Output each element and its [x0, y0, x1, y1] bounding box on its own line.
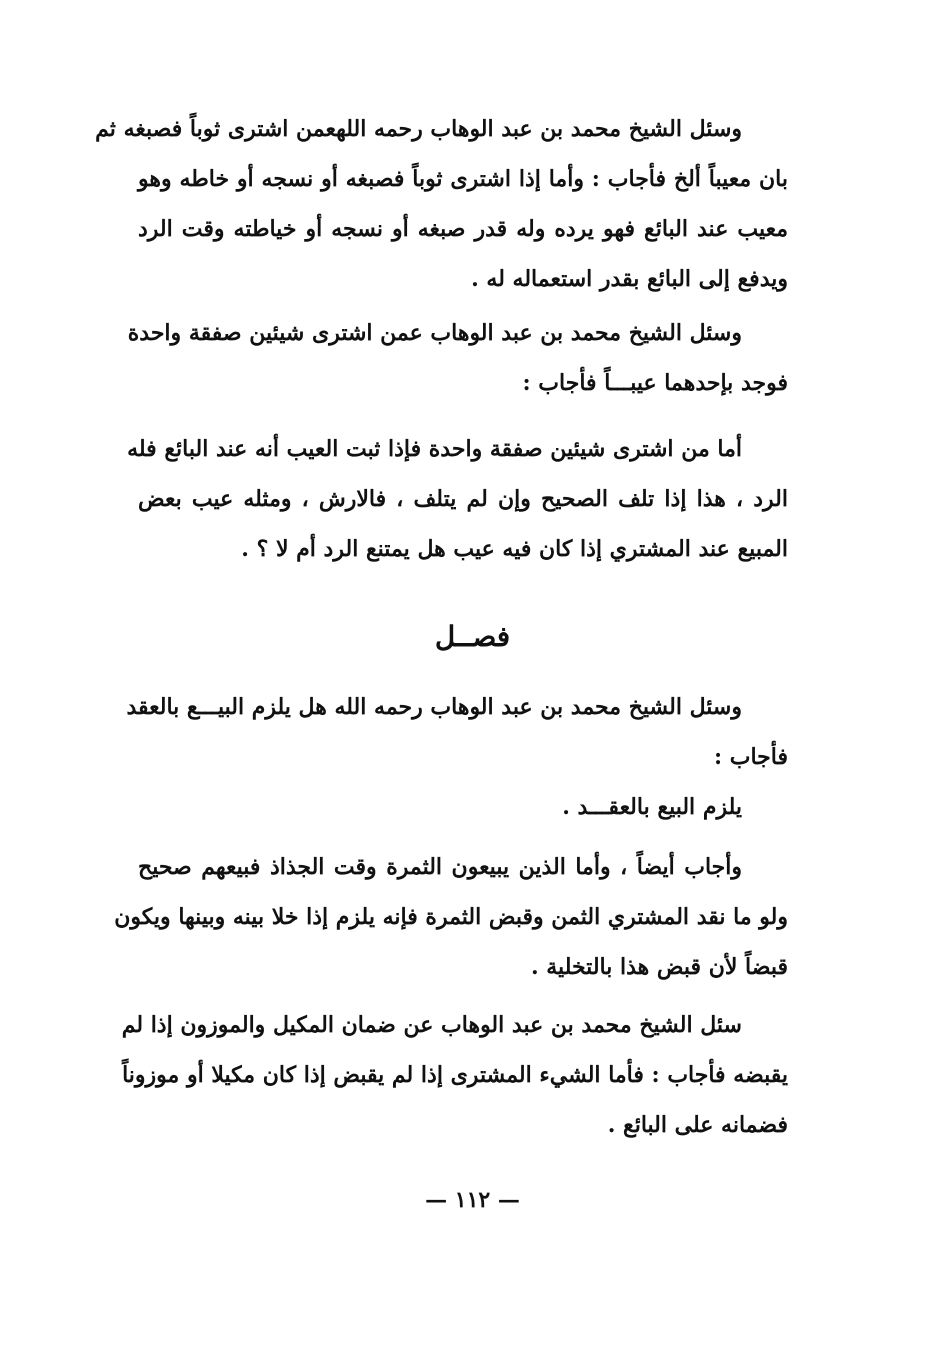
paragraph-line: سئل الشيخ محمد بن عبد الوهاب عن ضمان المكيل والموزون إذا لم [121, 1012, 742, 1038]
paragraph-line: قبضاً لأن قبض هذا بالتخلية . [530, 954, 788, 980]
paragraph-7 [121, 1000, 788, 1150]
section-heading: فصــل [434, 620, 511, 653]
paragraph-line: وأجاب أيضاً ، وأما الذين يبيعون الثمرة وقت الجذاذ فبيعهم صحيح [138, 854, 742, 880]
paragraph-line: فوجد بإحدهما عيبـــاً فأجاب : [522, 370, 788, 396]
paragraph-2 [127, 308, 788, 408]
paragraph-line: يلزم البيع بالعقـــد . [562, 794, 742, 820]
paragraph-line: بان معيباً ألخ فأجاب : وأما إذا اشترى ثوباً فصبغه أو نسجه أو خاطه وهو [138, 166, 788, 192]
paragraph-line: فضمانه على البائع . [607, 1112, 788, 1138]
paragraph-line: وسئل الشيخ محمد بن عبد الوهاب عمن اشترى شيئين صفقة واحدة [127, 320, 742, 346]
paragraph-line: ولو ما نقد المشتري الثمن وقبض الثمرة فإنه يلزم إذا خلا بينه وبينها ويكون [114, 904, 788, 930]
paragraph-line: ويدفع إلى البائع بقدر استعماله له . [471, 266, 788, 292]
paragraph-line: معيب عند البائع فهو يرده وله قدر صبغه أو نسجه أو خياطته وقت الرد [138, 216, 788, 242]
paragraph-line: أما من اشترى شيئين صفقة واحدة فإذا ثبت العيب أنه عند البائع فله [127, 436, 742, 462]
paragraph-1 [95, 104, 788, 304]
paragraph-line: الرد ، هذا إذا تلف الصحيح وإن لم يتلف ، فالارش ، ومثله عيب بعض [138, 486, 788, 512]
paragraph-4 [126, 682, 788, 782]
paragraph-line: فأجاب : [713, 744, 788, 770]
paragraph-line: وسئل الشيخ محمد بن عبد الوهاب رحمه الله هل يلزم البيـــع بالعقد [126, 694, 742, 720]
paragraph-line: المبيع عند المشتري إذا كان فيه عيب هل يمتنع الرد أم لا ؟ . [241, 536, 788, 562]
page-number: — ١١٢ — [425, 1187, 520, 1213]
paragraph-6 [114, 842, 788, 992]
paragraph-5 [138, 782, 788, 832]
paragraph-line: وسئل الشيخ محمد بن عبد الوهاب رحمه اللهعمن اشترى ثوباً فصبغه ثم [95, 116, 742, 142]
paragraph-line: يقبضه فأجاب : فأما الشيء المشترى إذا لم يقبض إذا كان مكيلا أو موزوناً [122, 1062, 788, 1088]
paragraph-3 [127, 424, 788, 574]
